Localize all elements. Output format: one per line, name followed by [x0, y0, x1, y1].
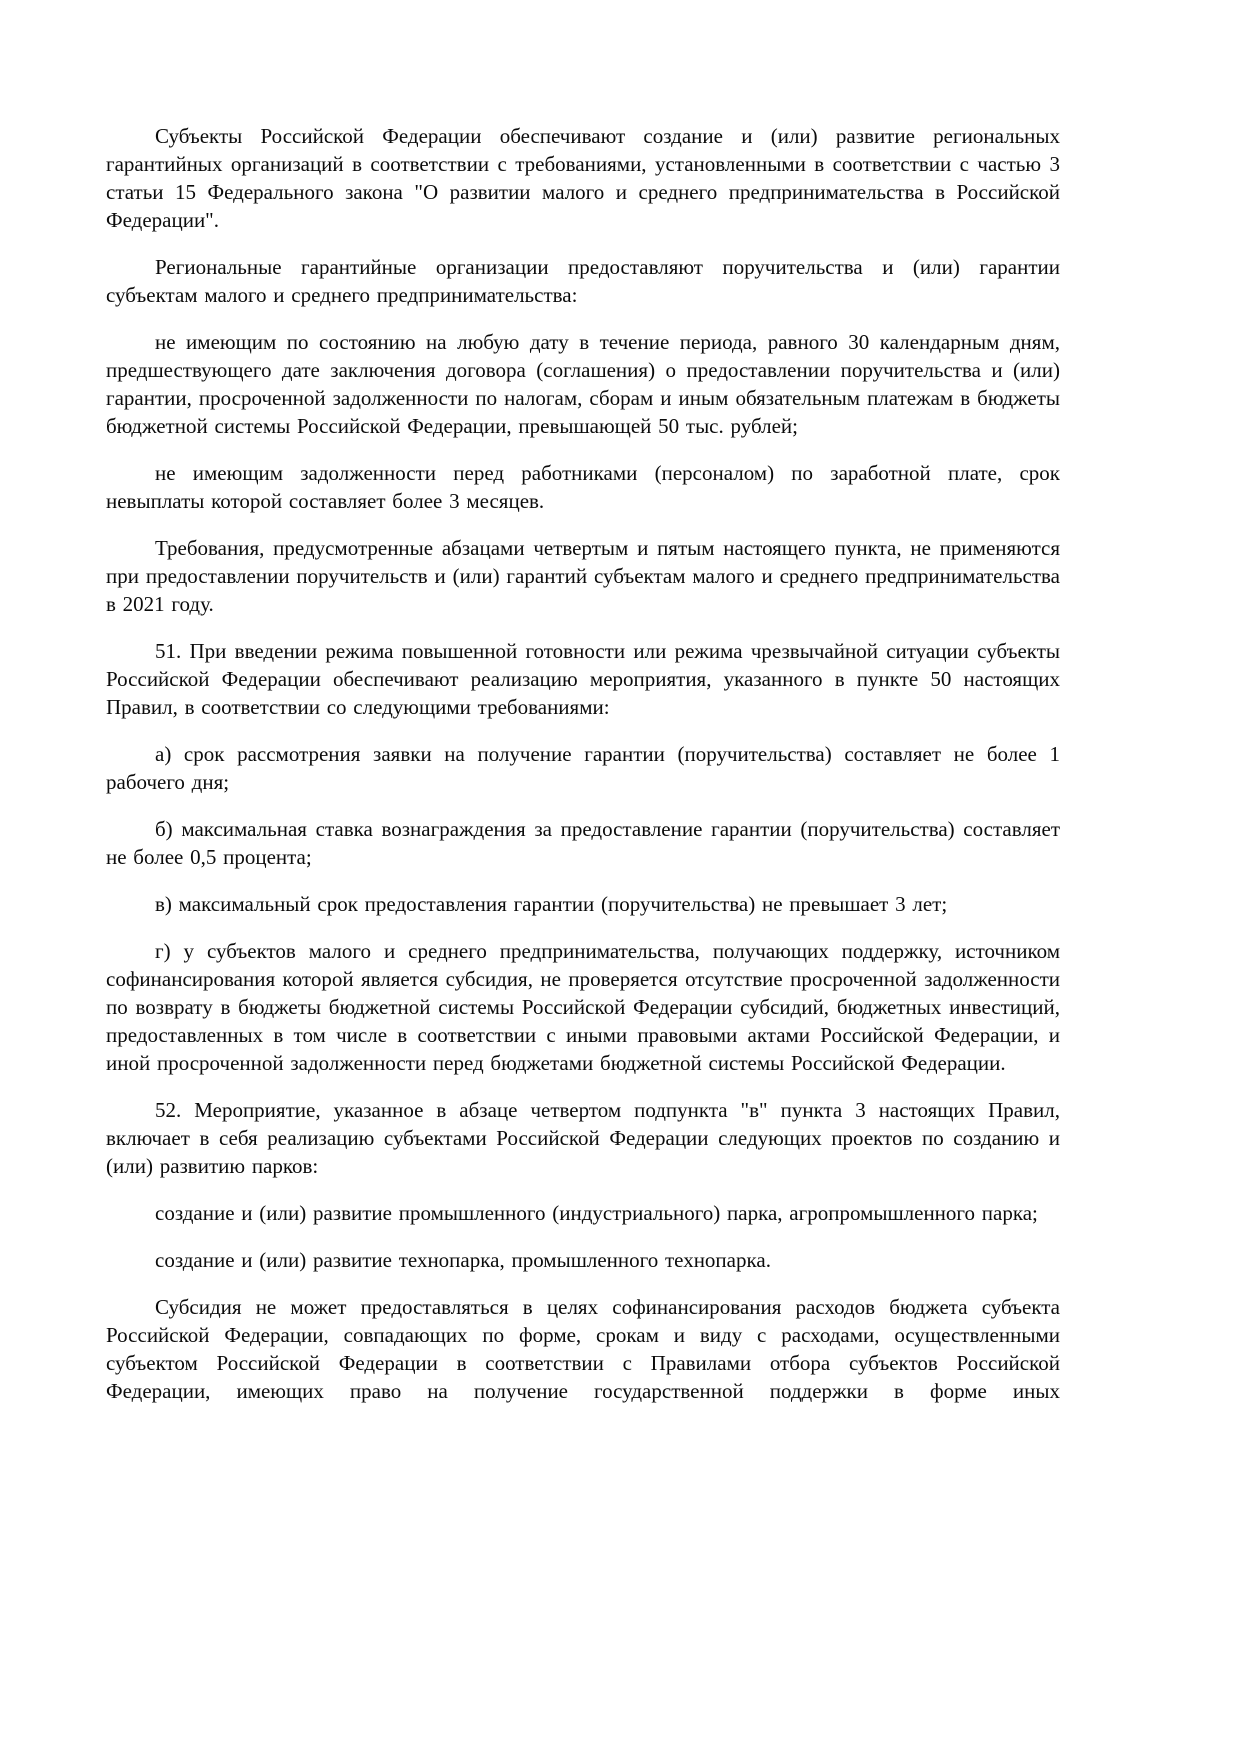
paragraph-regional-guarantee-orgs: Региональные гарантийные организации предоставляют поручительства и (или) гарантии субъектам малого и среднего предпринимательства: — [106, 255, 1060, 307]
paragraph-clause-51-a: а) срок рассмотрения заявки на получение гарантии (поручительства) составляет не более 1 рабочего дня; — [106, 742, 1060, 794]
paragraph-requirements-exception-2021: Требования, предусмотренные абзацами четвертым и пятым настоящего пункта, не применяются при предоставлении поручительств и (или) гарантий субъектам малого и среднего предпринимательства в 2021 году. — [106, 536, 1060, 616]
paragraph-clause-51-b: б) максимальная ставка вознаграждения за предоставление гарантии (поручительства) составляет не более 0,5 процента; — [106, 817, 1060, 869]
paragraph-no-wage-debt-condition: не имеющим задолженности перед работниками (персоналом) по заработной плате, срок невыплаты которой составляет более 3 месяцев. — [106, 461, 1060, 513]
paragraph-clause-52: 52. Мероприятие, указанное в абзаце четвертом подпункта "в" пункта 3 настоящих Правил, включает в себя реализацию субъектами Российской Федерации следующих проектов по созданию и (или) развитию парков: — [106, 1098, 1060, 1178]
paragraph-clause-51-g: г) у субъектов малого и среднего предпринимательства, получающих поддержку, источником софинансирования которой является субсидия, не проверяется отсутствие просроченной задолженности по возврату в бюджеты бюджетной системы Российской Федерации субсидий, бюджетных инвестиций, предоставленных в том числе в соответствии с иными правовыми актами Российской Федерации, и иной просроченной задолженности перед бюджетами бюджетной системы Российской Федерации. — [106, 939, 1060, 1075]
paragraph-technopark: создание и (или) развитие технопарка, промышленного технопарка. — [155, 1248, 771, 1272]
paragraph-clause-51: 51. При введении режима повышенной готовности или режима чрезвычайной ситуации субъекты Российской Федерации обеспечивают реализацию мероприятия, указанного в пункте 50 настоящих Правил, в соответствии со следующими требованиями: — [106, 639, 1060, 719]
paragraph-subsidy-restriction: Субсидия не может предоставляться в целях софинансирования расходов бюджета субъекта Российской Федерации, совпадающих по форме, срокам и виду с расходами, осуществленными субъектом Российской Федерации в соответствии с Правилами отбора субъектов Российской Федерации, имеющих право на получение государственной поддержки в форме иных — [106, 1295, 1060, 1403]
paragraph-no-tax-debt-condition: не имеющим по состоянию на любую дату в течение периода, равного 30 календарным дням, предшествующего дате заключения договора (соглашения) о предоставлении поручительства и (или) гарантии, просроченной задолженности по налогам, сборам и иным обязательным платежам в бюджеты бюджетной системы Российской Федерации, превышающей 50 тыс. рублей; — [106, 330, 1060, 438]
paragraph-guarantee-orgs-creation: Субъекты Российской Федерации обеспечивают создание и (или) развитие региональных гарантийных организаций в соответствии с требованиями, установленными в соответствии с частью 3 статьи 15 Федерального закона "О развитии малого и среднего предпринимательства в Российской Федерации". — [106, 124, 1060, 232]
paragraph-industrial-park: создание и (или) развитие промышленного (индустриального) парка, агропромышленного парка; — [155, 1201, 1038, 1225]
paragraph-clause-51-v: в) максимальный срок предоставления гарантии (поручительства) не превышает 3 лет; — [155, 892, 948, 916]
